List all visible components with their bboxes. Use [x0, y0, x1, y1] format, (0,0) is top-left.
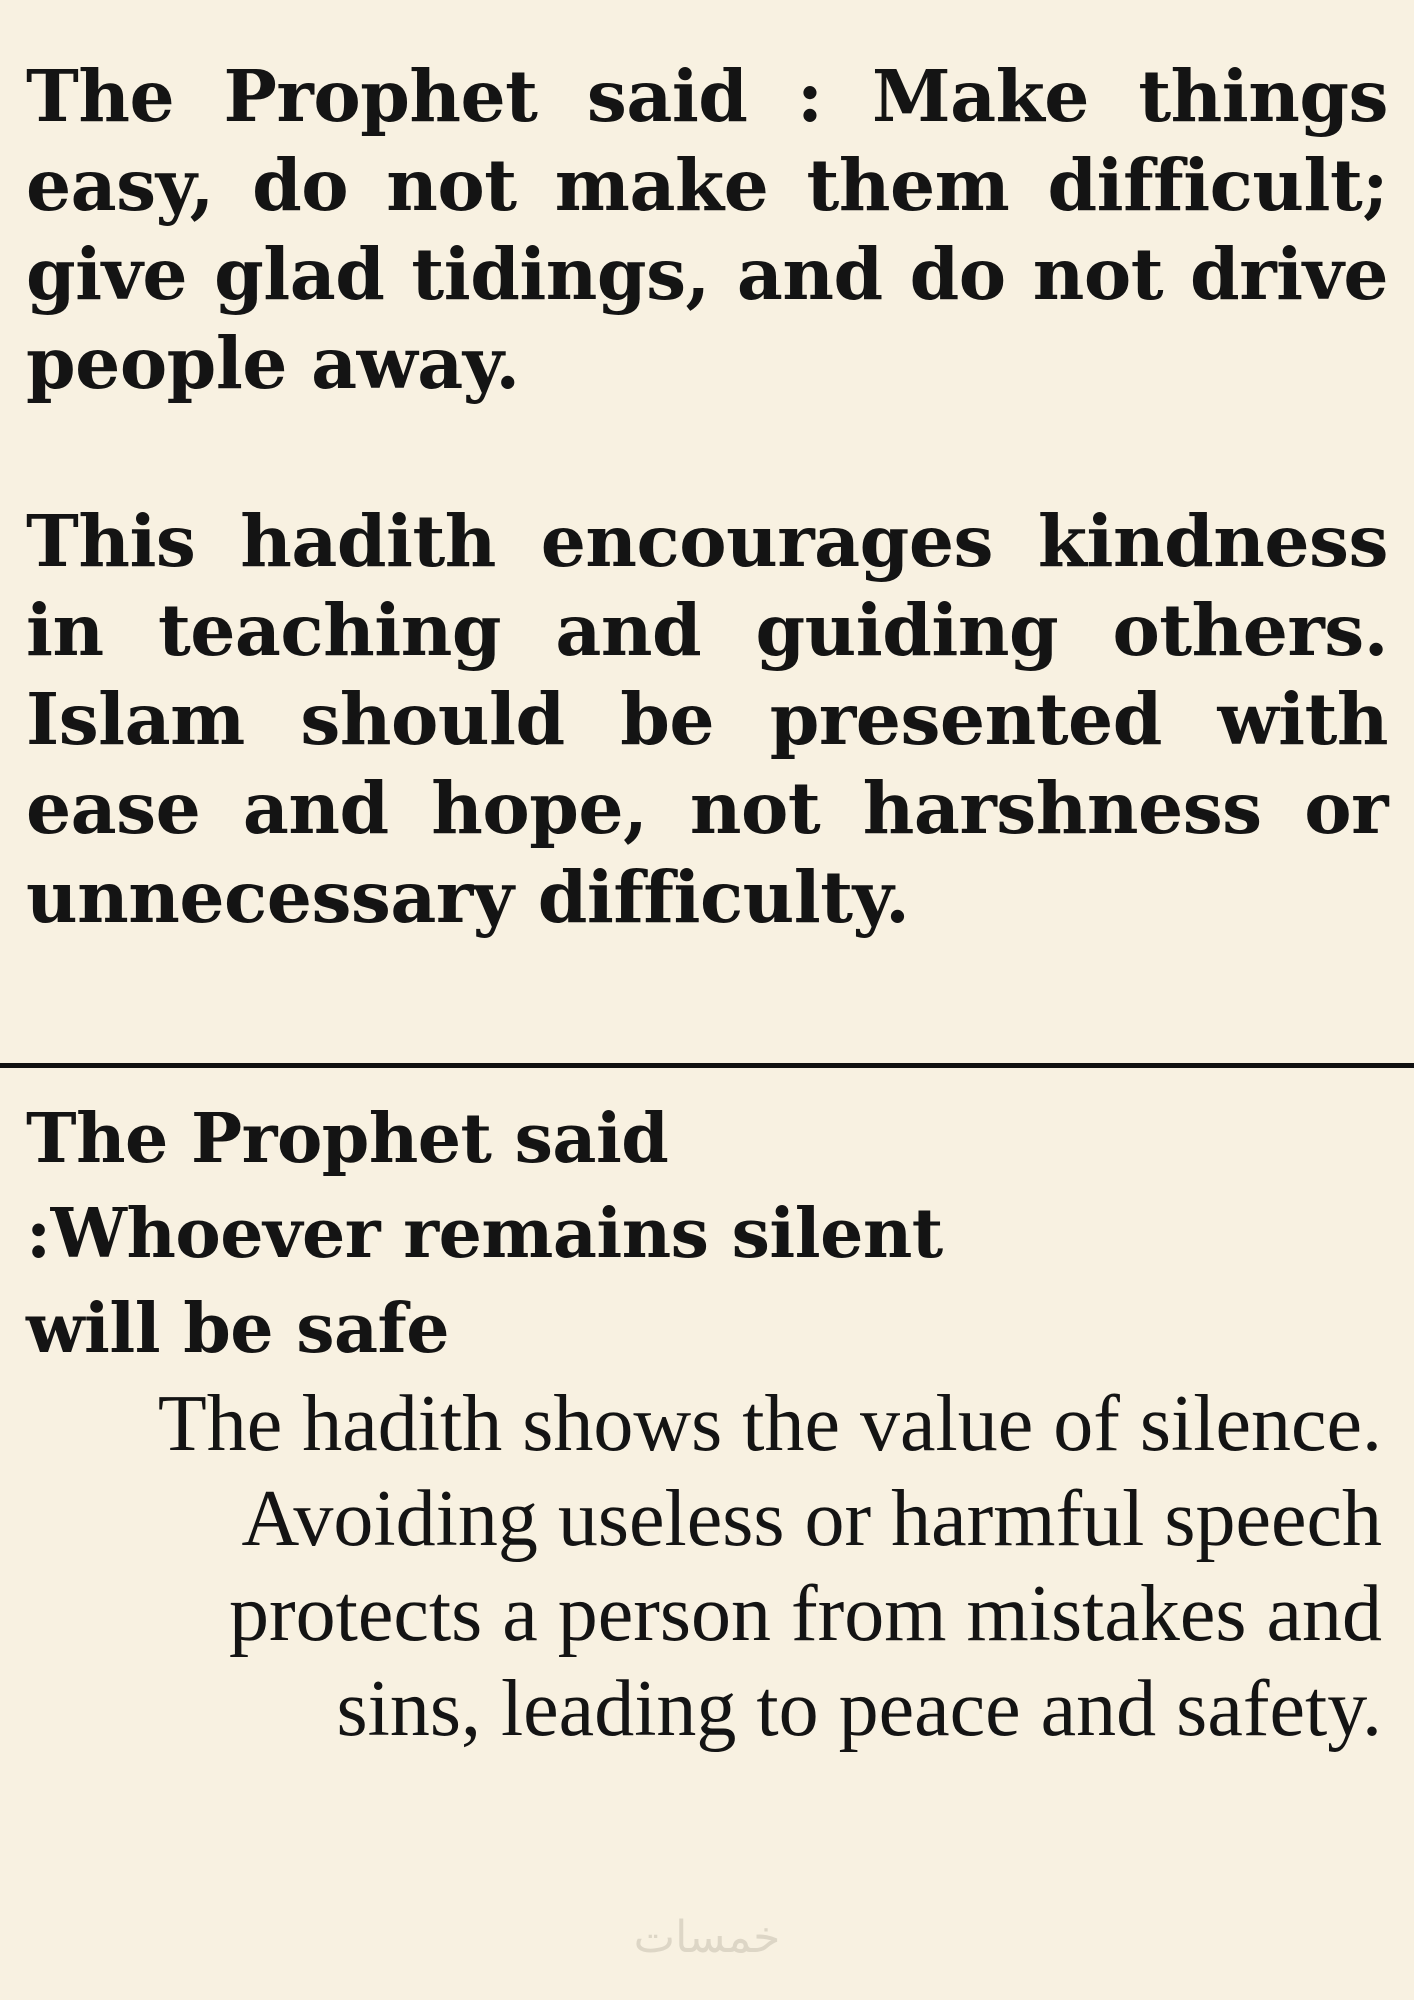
second-hadith-text: The Prophet said :Whoever remains silent will be safe: [26, 1099, 943, 1369]
first-hadith-explanation: This hadith encourages kindness in teaching and guiding others. Islam should be presented with ease and hope, not harshness or unnecessary difficulty.: [26, 499, 1388, 939]
explanation-line: protects a person from mistakes and: [228, 1570, 1382, 1658]
second-hadith-section: [26, 1092, 1382, 1757]
second-hadith-explanation: [26, 1377, 1382, 1757]
watermark-logo: خمسات: [633, 1912, 781, 1963]
first-hadith-section: [26, 52, 1388, 942]
first-hadith-text: The Prophet said : Make things easy, do not make them difficult; give glad tidings, and do not drive people away.: [26, 54, 1388, 405]
explanation-line: sins, leading to peace and safety.: [336, 1665, 1382, 1753]
explanation-line: The hadith shows the value of silence.: [157, 1380, 1382, 1468]
section-divider: [0, 1063, 1414, 1068]
explanation-line: Avoiding useless or harmful speech: [241, 1475, 1382, 1563]
